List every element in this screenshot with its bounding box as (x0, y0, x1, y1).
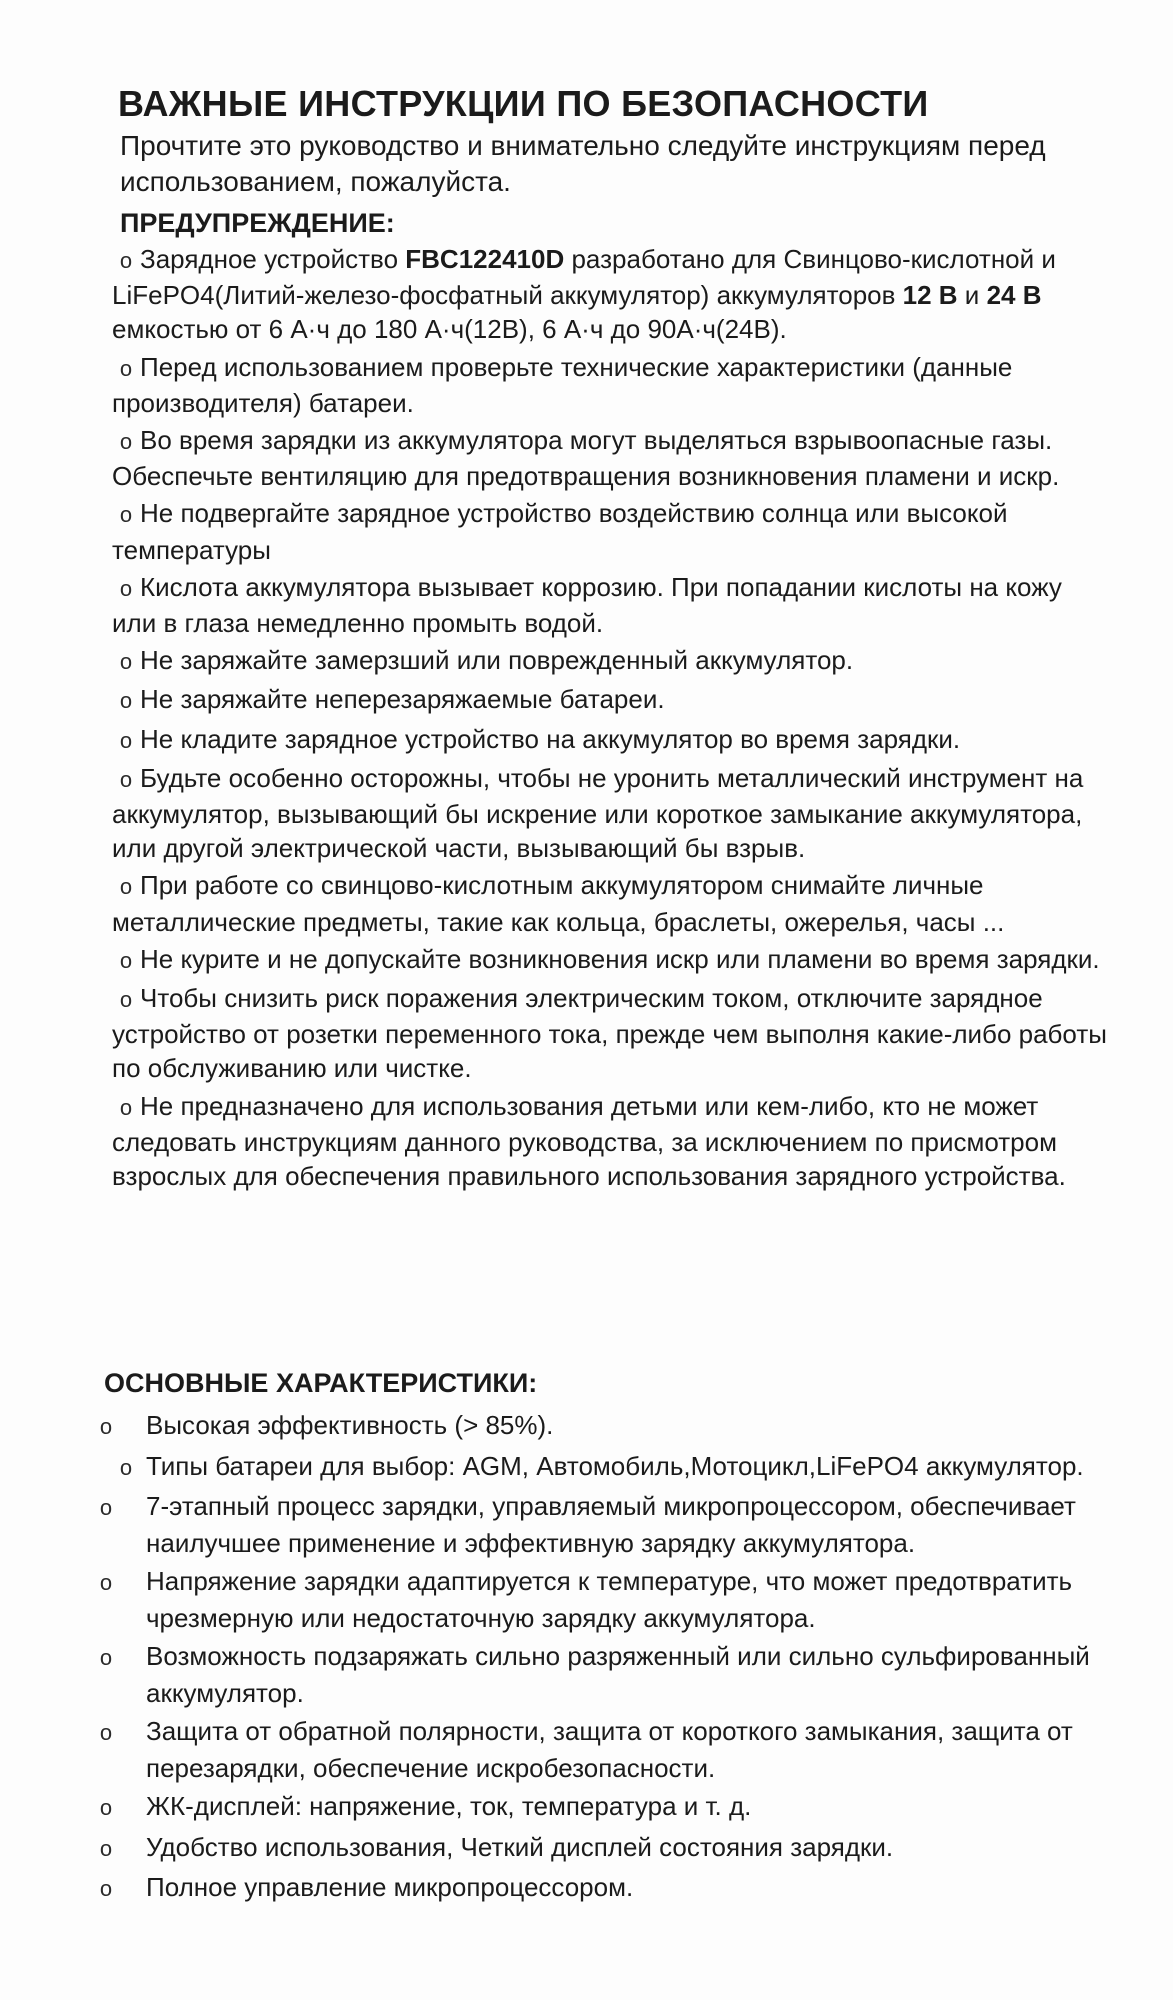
warning-item: о При работе со свинцово-кислотным аккумулятором снимайте личные металлические предметы, такие как кольца, браслеты, ожерелья, часы ... (112, 870, 1005, 937)
bullet-icon: о (119, 766, 133, 792)
warning-list (112, 242, 1112, 1196)
bullet-icon: о (99, 1835, 113, 1861)
bullet-icon: о (99, 1795, 113, 1820)
bullet-icon: о (119, 355, 133, 381)
feature-item: о Возможность подзаряжать сильно разряженный или сильно сульфированный аккумулятор. (99, 1641, 1090, 1708)
bullet-icon: о (119, 1454, 133, 1480)
bullet-icon: о (119, 575, 133, 601)
warning-item: о Не предназначено для использования детьми или кем-либо, кто не может следовать инструкциям данного руководства, за исключением по присмотром взрослых для обеспечения правильного использования зарядного устройства. (112, 1090, 1066, 1192)
warning-item: о Чтобы снизить риск поражения электрическим током, отключите зарядное устройство от розетки переменного тока, прежде чем выполня какие-либо работы по обслуживанию или чистке. (112, 983, 1107, 1084)
warning-item: о Не заряжайте неперезаряжаемые батареи. (112, 682, 1112, 718)
voltage-24: 24 В (986, 280, 1042, 311)
feature-item: о ЖК-дисплей: напряжение, ток, температура и т. д. (106, 1789, 1116, 1826)
feature-item: о Высокая эффективность (> 85%). (106, 1408, 1116, 1445)
feature-item: о Полное управление микропроцессором. (106, 1870, 1116, 1907)
warning-heading: ПРЕДУПРЕЖДЕНИЕ: (120, 208, 395, 238)
bullet-icon: о (99, 1876, 113, 1901)
bullet-icon: о (99, 1645, 113, 1670)
warning-item: о Перед использованием проверьте технические характеристики (данные производителя) батареи. (112, 351, 1013, 418)
bullet-icon: о (119, 248, 133, 273)
bullet-icon: о (119, 987, 133, 1013)
feature-item: о Удобство использования, Четкий дисплей состояния зарядки. (106, 1830, 1116, 1867)
bullet-icon: о (99, 1720, 113, 1745)
warning-item: о Будьте особенно осторожны, чтобы не уронить металлический инструмент на аккумулятор, вызывающий бы искрение или короткое замыкание аккумулятора, или другой электрической части, вызывающий бы взрыв. (112, 762, 1084, 864)
bullet-icon: о (119, 1094, 133, 1120)
warning-item: о Не заряжайте замерзший или поврежденный аккумулятор. (112, 643, 1112, 679)
feature-item: о Напряжение зарядки адаптируется к температуре, что может предотвратить чрезмерную или недостаточную зарядку аккумулятора. (99, 1566, 1073, 1633)
document-subtitle: Прочтите это руководство и внимательно следуйте инструкциям перед использованием, пожалуйста. (120, 130, 1046, 197)
bullet-icon: о (119, 688, 133, 714)
feature-item: о Типы батареи для выбор: AGM, Автомобиль,Мотоцикл,LiFePO4 аккумулятор. (106, 1449, 1116, 1486)
feature-item: о 7-этапный процесс зарядки, управляемый микропроцессором, обеспечивает наилучшее применение и эффективную зарядку аккумулятора. (99, 1491, 1076, 1558)
model-number: FBC122410D (405, 244, 565, 274)
warning-item: о Не курите и не допускайте возникновения искр или пламени во время зарядки. (112, 942, 1112, 978)
warning-item: о Не кладите зарядное устройство на аккумулятор во время зарядки. (112, 722, 1112, 758)
bullet-icon: о (119, 727, 133, 753)
bullet-icon: о (99, 1570, 113, 1595)
feature-item: о Защита от обратной полярности, защита от короткого замыкания, защита от перезарядки, обеспечение искробезопасности. (99, 1716, 1073, 1783)
warning-item: о Зарядное устройство FBC122410D разработано для Свинцово-кислотной и LiFePO4(Литий-железо-фосфатный аккумулятор) аккумуляторов 12 В и 24 В емкостью от 6 А·ч до 180 А·ч(12В), 6 А·ч до 90А·ч(24В). (112, 244, 1056, 345)
bullet-icon: о (119, 649, 133, 675)
bullet-icon: о (119, 429, 133, 455)
warning-item: о Кислота аккумулятора вызывает коррозию. При попадании кислоты на кожу или в глаза немедленно промыть водой. (112, 571, 1062, 639)
bullet-icon: о (119, 502, 133, 528)
bullet-icon: о (99, 1414, 113, 1439)
warning-item: о Во время зарядки из аккумулятора могут выделяться взрывоопасные газы. Обеспечьте вентиляцию для предотвращения возникновения пламени и искр. (112, 425, 1060, 492)
bullet-icon: о (99, 1495, 113, 1520)
document-title: ВАЖНЫЕ ИНСТРУКЦИИ ПО БЕЗОПАСНОСТИ (118, 83, 929, 124)
warning-item: о Не подвергайте зарядное устройство воздействию солнца или высокой температуры (112, 498, 1008, 565)
bullet-icon: о (119, 947, 133, 973)
voltage-12: 12 В (902, 280, 958, 311)
bullet-icon: о (119, 874, 133, 900)
features-list (99, 1408, 1116, 1911)
features-heading: ОСНОВНЫЕ ХАРАКТЕРИСТИКИ: (104, 1368, 538, 1398)
